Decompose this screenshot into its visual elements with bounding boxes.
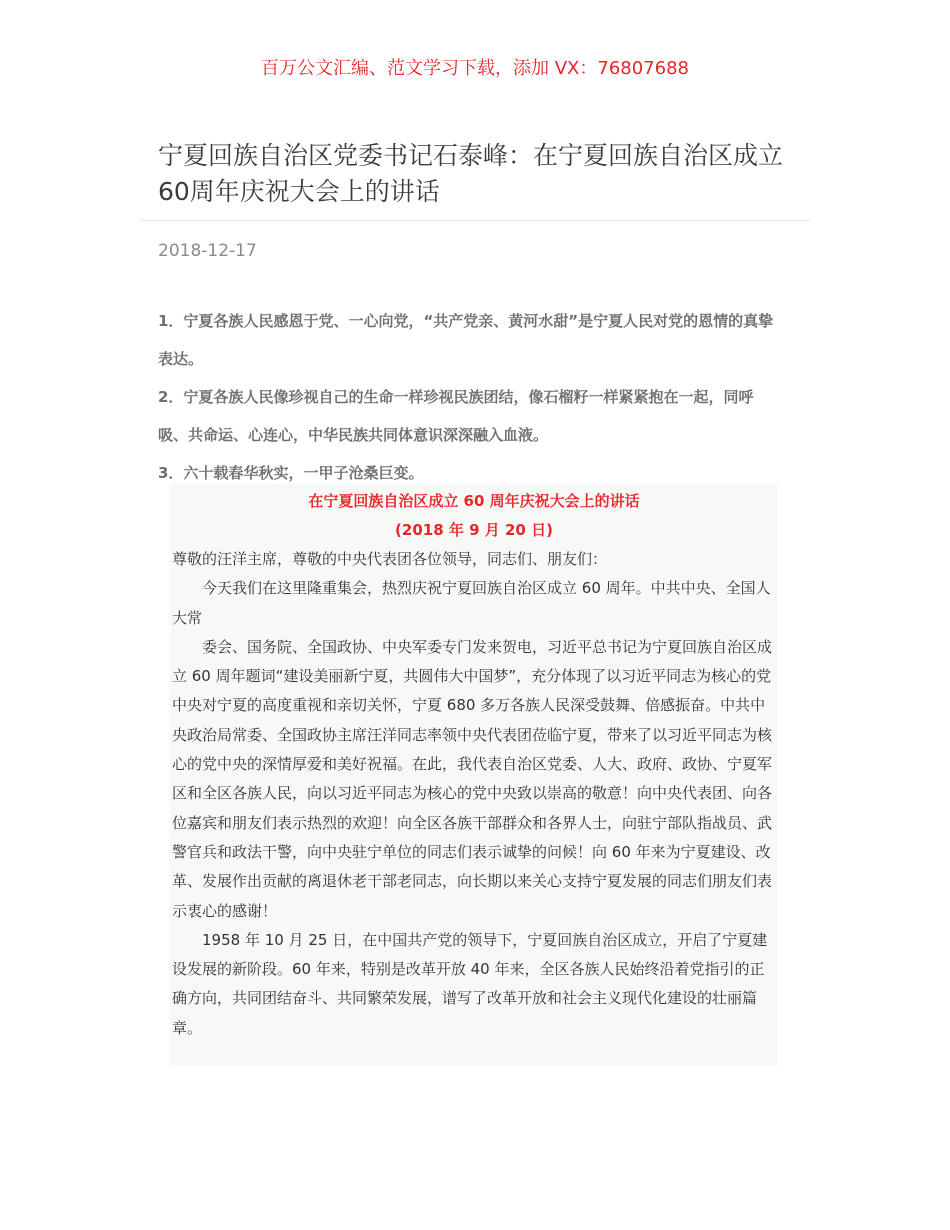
speech-title: 在宁夏回族自治区成立 60 周年庆祝大会上的讲话 xyxy=(308,492,640,510)
highlight-item: 3．六十载春华秋实，一甲子沧桑巨变。 xyxy=(158,464,424,482)
speech-body xyxy=(170,545,778,1043)
highlight-item: 2．宁夏各族人民像珍视自己的生命一样珍视民族团结，像石榴籽一样紧紧抱在一起，同呼吸、共命运、心连心，中华民族共同体意识深深融入血液。 xyxy=(158,388,754,444)
highlight-item: 1．宁夏各族人民感恩于党、一心向党，“共产党亲、黄河水甜”是宁夏人民对党的恩情的真挚表达。 xyxy=(158,312,774,368)
speech-paragraph: 今天我们在这里隆重集会，热烈庆祝宁夏回族自治区成立 60 周年。中共中央、全国人大常 xyxy=(172,579,771,627)
speech-paragraph: 1958 年 10 月 25 日，在中国共产党的领导下，宁夏回族自治区成立，开启了宁夏建设发展的新阶段。60 年来，特别是改革开放 40 年来，全区各族人民始终沿着党指引的正确方向，共同团结奋斗、共同繁荣发展，谱写了改革开放和社会主义现代化建设的壮丽篇章。 xyxy=(172,930,768,1037)
speech-paragraph: 委会、国务院、全国政协、中央军委专门发来贺电，习近平总书记为宁夏回族自治区成立 60 周年题词“建设美丽新宁夏，共圆伟大中国梦”，充分体现了以习近平同志为核心的党中央对宁夏的高度重视和亲切关怀，宁夏 680 多万各族人民深受鼓舞、倍感振奋。中共中央政治局常委、全国政协主席汪洋同志率领中央代表团莅临宁夏，带来了以习近平同志为核心的党中央的深情厚爱和美好祝福。在此，我代表自治区党委、人大、政府、政协、宁夏军区和全区各族人民，向以习近平同志为核心的党中央致以崇高的敬意！向中央代表团、向各位嘉宾和朋友们表示热烈的欢迎！向全区各族干部群众和各界人士，向驻宁部队指战员、武警官兵和政法干警，向中央驻宁单位的同志们表示诚挚的问候！向 60 年来为宁夏建设、改革、发展作出贡献的离退休老干部老同志，向长期以来关心支持宁夏发展的同志们朋友们表示衷心的感谢！ xyxy=(172,637,773,920)
highlights-list xyxy=(158,302,778,492)
speech-date: (2018 年 9 月 20 日) xyxy=(395,521,553,539)
article-date: 2018-12-17 xyxy=(158,241,257,261)
promo-banner: 百万公文汇编、范文学习下载，添加 VX：76807688 xyxy=(261,58,689,79)
speech-salutation: 尊敬的汪洋主席，尊敬的中央代表团各位领导，同志们、朋友们： xyxy=(172,550,608,568)
speech-document xyxy=(170,484,778,1066)
article-title: 宁夏回族自治区党委书记石泰峰：在宁夏回族自治区成立60周年庆祝大会上的讲话 xyxy=(158,141,784,206)
title-divider xyxy=(140,220,810,221)
